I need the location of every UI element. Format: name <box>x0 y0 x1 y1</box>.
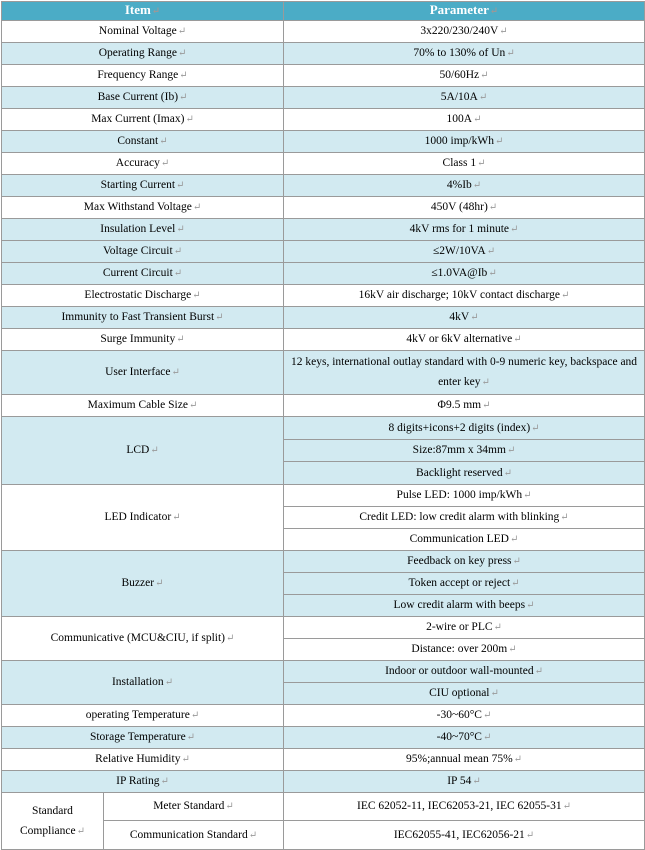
parameter-value: Pulse LED: 1000 imp/kWh <box>396 489 523 501</box>
item-cell: Starting Current↵ <box>2 175 284 197</box>
parameter-value: Backlight reserved <box>416 466 503 479</box>
item-cell: Base Current (Ib)↵ <box>2 87 284 109</box>
parameter-value: 8 digits+icons+2 digits (index) <box>388 421 531 434</box>
parameter-cell: Feedback on key press↵ <box>284 551 645 573</box>
item-cell: Electrostatic Discharge↵ <box>2 285 284 307</box>
table-row <box>2 131 645 153</box>
item-label: Insulation Level <box>100 223 176 235</box>
table-row <box>2 749 645 771</box>
parameter-value: 4kV or 6kV alternative <box>406 333 513 345</box>
table-row <box>2 87 645 109</box>
parameter-value: ≤2W/10VA <box>432 245 486 257</box>
table-row <box>2 285 645 307</box>
parameter-value: Size:87mm x 34mm <box>412 444 506 456</box>
item-cell: Maximum Cable Size↵ <box>2 395 284 417</box>
parameter-cell: 50/60Hz↵ <box>284 65 645 87</box>
item-cell: Accuracy↵ <box>2 153 284 175</box>
parameter-cell: Pulse LED: 1000 imp/kWh↵ <box>284 485 645 507</box>
table-row <box>2 551 645 573</box>
parameter-cell: 2-wire or PLC↵ <box>284 617 645 639</box>
meter-standard-label: Meter Standard <box>153 800 225 812</box>
table-row <box>2 219 645 241</box>
item-label: IP Rating <box>116 775 160 787</box>
item-cell: operating Temperature↵ <box>2 705 284 727</box>
parameter-value: Low credit alarm with beeps <box>393 599 526 611</box>
parameter-cell: ≤1.0VA@Ib↵ <box>284 263 645 285</box>
parameter-value: 4kV rms for 1 minute <box>409 223 510 235</box>
parameter-value: 1000 imp/kWh <box>424 135 494 147</box>
item-label: Current Circuit <box>102 267 173 279</box>
parameter-value: 450V (48hr) <box>430 201 488 213</box>
parameter-value: Communication LED <box>409 533 509 545</box>
item-cell: Frequency Range↵ <box>2 65 284 87</box>
parameter-cell: 4kV or 6kV alternative↵ <box>284 329 645 351</box>
item-label: Frequency Range <box>97 69 179 81</box>
item-label: LED Indicator <box>104 511 172 523</box>
parameter-cell: 1000 imp/kWh↵ <box>284 131 645 153</box>
parameter-cell: -30~60°C↵ <box>284 705 645 727</box>
item-cell: Constant↵ <box>2 131 284 153</box>
item-label: Max Current (Imax) <box>91 113 185 125</box>
parameter-cell: -40~70°C↵ <box>284 727 645 749</box>
item-cell: Voltage Circuit↵ <box>2 241 284 263</box>
item-cell: Surge Immunity↵ <box>2 329 284 351</box>
item-cell: Installation↵ <box>2 661 284 705</box>
parameter-value: 50/60Hz <box>439 69 480 81</box>
table-row <box>2 43 645 65</box>
parameter-cell: CIU optional↵ <box>284 683 645 705</box>
parameter-value: Feedback on key press <box>407 555 512 567</box>
header-row <box>2 2 645 21</box>
item-label: Constant <box>117 135 159 147</box>
table-row <box>2 485 645 507</box>
item-cell: LCD↵ <box>2 417 284 485</box>
item-cell: Insulation Level↵ <box>2 219 284 241</box>
comm-standard-label-cell: Communication Standard↵ <box>104 821 284 850</box>
header-item-label: Item <box>124 2 151 17</box>
item-cell: LED Indicator↵ <box>2 485 284 551</box>
parameter-cell: 4kV rms for 1 minute↵ <box>284 219 645 241</box>
item-label: Voltage Circuit <box>102 245 173 257</box>
standard-group-cell: Standard Compliance↵ <box>2 793 104 850</box>
item-cell: Relative Humidity↵ <box>2 749 284 771</box>
table-row <box>2 705 645 727</box>
parameter-value: 100A <box>446 113 473 125</box>
item-label: Maximum Cable Size <box>87 399 188 411</box>
parameter-cell: 5A/10A↵ <box>284 87 645 109</box>
parameter-value: 5A/10A <box>440 91 478 103</box>
table-row <box>2 307 645 329</box>
table-row <box>2 351 645 395</box>
item-cell: Current Circuit↵ <box>2 263 284 285</box>
parameter-value: 95%;annual mean 75% <box>405 753 513 765</box>
parameter-value: 4kV <box>449 311 470 323</box>
table-row <box>2 21 645 43</box>
item-label: LCD <box>126 444 150 456</box>
table-row <box>2 263 645 285</box>
comm-standard-value-cell: IEC62055-41, IEC62056-21↵ <box>284 821 645 850</box>
header-parameter: Parameter↵ <box>284 2 645 21</box>
item-cell: Communicative (MCU&CIU, if split)↵ <box>2 617 284 661</box>
parameter-value: 12 keys, international outlay standard with 0-9 numeric key, backspace and enter key <box>290 356 638 388</box>
table-row <box>2 395 645 417</box>
parameter-cell: Size:87mm x 34mm↵ <box>284 440 645 462</box>
standard-section <box>2 793 645 850</box>
item-cell: Buzzer↵ <box>2 551 284 617</box>
table-row <box>2 329 645 351</box>
parameter-cell: 4kV↵ <box>284 307 645 329</box>
item-label: Immunity to Fast Transient Burst <box>61 311 215 323</box>
parameter-value: -40~70°C <box>436 731 482 743</box>
item-label: Nominal Voltage <box>98 25 177 37</box>
standard-group-label: Standard Compliance <box>20 804 76 837</box>
parameter-value: 70% to 130% of Un <box>413 47 506 59</box>
table-row <box>2 617 645 639</box>
item-label: Max Withstand Voltage <box>83 201 192 213</box>
parameter-cell: 95%;annual mean 75%↵ <box>284 749 645 771</box>
item-cell: User Interface↵ <box>2 351 284 395</box>
parameter-cell: Φ9.5 mm↵ <box>284 395 645 417</box>
table-row <box>2 197 645 219</box>
parameter-value: Token accept or reject <box>408 577 511 589</box>
table-row <box>2 109 645 131</box>
spec-table <box>1 1 645 850</box>
parameter-value: 2-wire or PLC <box>426 621 493 633</box>
item-label: Starting Current <box>100 179 176 191</box>
item-cell: Max Current (Imax)↵ <box>2 109 284 131</box>
item-cell: Operating Range↵ <box>2 43 284 65</box>
comm-standard-label: Communication Standard <box>129 828 248 841</box>
parameter-value: 4%Ib <box>446 179 472 191</box>
item-label: Accuracy <box>115 157 160 169</box>
table-row <box>2 727 645 749</box>
parameter-cell: Low credit alarm with beeps↵ <box>284 595 645 617</box>
item-label: Electrostatic Discharge <box>84 289 192 301</box>
table-row <box>2 153 645 175</box>
meter-standard-label-cell: Meter Standard↵ <box>104 793 284 821</box>
item-label: Base Current (Ib) <box>97 91 179 103</box>
parameter-value: Indoor or outdoor wall-mounted <box>385 665 534 677</box>
parameter-cell: Token accept or reject↵ <box>284 573 645 595</box>
item-label: operating Temperature <box>85 709 190 721</box>
parameter-value: 16kV air discharge; 10kV contact discharge <box>358 289 560 301</box>
parameter-cell: 3x220/230/240V↵ <box>284 21 645 43</box>
table-row <box>2 241 645 263</box>
parameter-value: ≤1.0VA@Ib <box>431 267 488 279</box>
meter-standard-value-cell: IEC 62052-11, IEC62053-21, IEC 62055-31↵ <box>284 793 645 821</box>
parameter-value: Credit LED: low credit alarm with blinking <box>359 511 560 523</box>
item-label: User Interface <box>105 366 171 378</box>
meter-standard-value: IEC 62052-11, IEC62053-21, IEC 62055-31 <box>357 800 562 812</box>
parameter-cell: Indoor or outdoor wall-mounted↵ <box>284 661 645 683</box>
parameter-value: IP 54 <box>447 775 472 787</box>
item-label: Installation <box>111 676 164 688</box>
parameter-cell: Communication LED↵ <box>284 529 645 551</box>
item-cell: Immunity to Fast Transient Burst↵ <box>2 307 284 329</box>
parameter-value: Distance: over 200m <box>411 643 508 655</box>
table-row <box>2 771 645 793</box>
parameter-cell: 8 digits+icons+2 digits (index)↵ <box>284 417 645 440</box>
parameter-cell: 12 keys, international outlay standard with 0-9 numeric key, backspace and enter key↵ <box>284 351 645 395</box>
table-row <box>2 65 645 87</box>
item-cell: Nominal Voltage↵ <box>2 21 284 43</box>
item-cell: Storage Temperature↵ <box>2 727 284 749</box>
parameter-cell: Class 1↵ <box>284 153 645 175</box>
parameter-value: 3x220/230/240V <box>420 25 499 37</box>
parameter-cell: 16kV air discharge; 10kV contact discharge↵ <box>284 285 645 307</box>
parameter-cell: IP 54↵ <box>284 771 645 793</box>
parameter-value: Φ9.5 mm <box>437 399 482 411</box>
parameter-cell: ≤2W/10VA↵ <box>284 241 645 263</box>
item-cell: Max Withstand Voltage↵ <box>2 197 284 219</box>
header-parameter-label: Parameter <box>429 2 489 17</box>
parameter-cell: 70% to 130% of Un↵ <box>284 43 645 65</box>
item-label: Relative Humidity <box>95 753 181 765</box>
parameter-cell: Distance: over 200m↵ <box>284 639 645 661</box>
parameter-value: CIU optional <box>429 687 490 699</box>
parameter-cell: Backlight reserved↵ <box>284 462 645 485</box>
item-label: Storage Temperature <box>89 731 186 743</box>
table-row <box>2 175 645 197</box>
comm-standard-value: IEC62055-41, IEC62056-21 <box>393 828 525 841</box>
item-cell: IP Rating↵ <box>2 771 284 793</box>
item-label: Surge Immunity <box>100 333 176 345</box>
parameter-value: Class 1 <box>442 157 477 169</box>
table-row <box>2 417 645 440</box>
spec-body <box>2 21 645 793</box>
parameter-cell: 100A↵ <box>284 109 645 131</box>
header-item: Item↵ <box>2 2 284 21</box>
item-label: Buzzer <box>121 577 155 589</box>
item-label: Operating Range <box>98 47 177 59</box>
parameter-cell: Credit LED: low credit alarm with blinking↵ <box>284 507 645 529</box>
parameter-cell: 4%Ib↵ <box>284 175 645 197</box>
table-row <box>2 661 645 683</box>
item-label: Communicative (MCU&CIU, if split) <box>50 632 226 644</box>
parameter-cell: 450V (48hr)↵ <box>284 197 645 219</box>
parameter-value: -30~60°C <box>436 709 482 721</box>
standard-row <box>2 793 645 821</box>
